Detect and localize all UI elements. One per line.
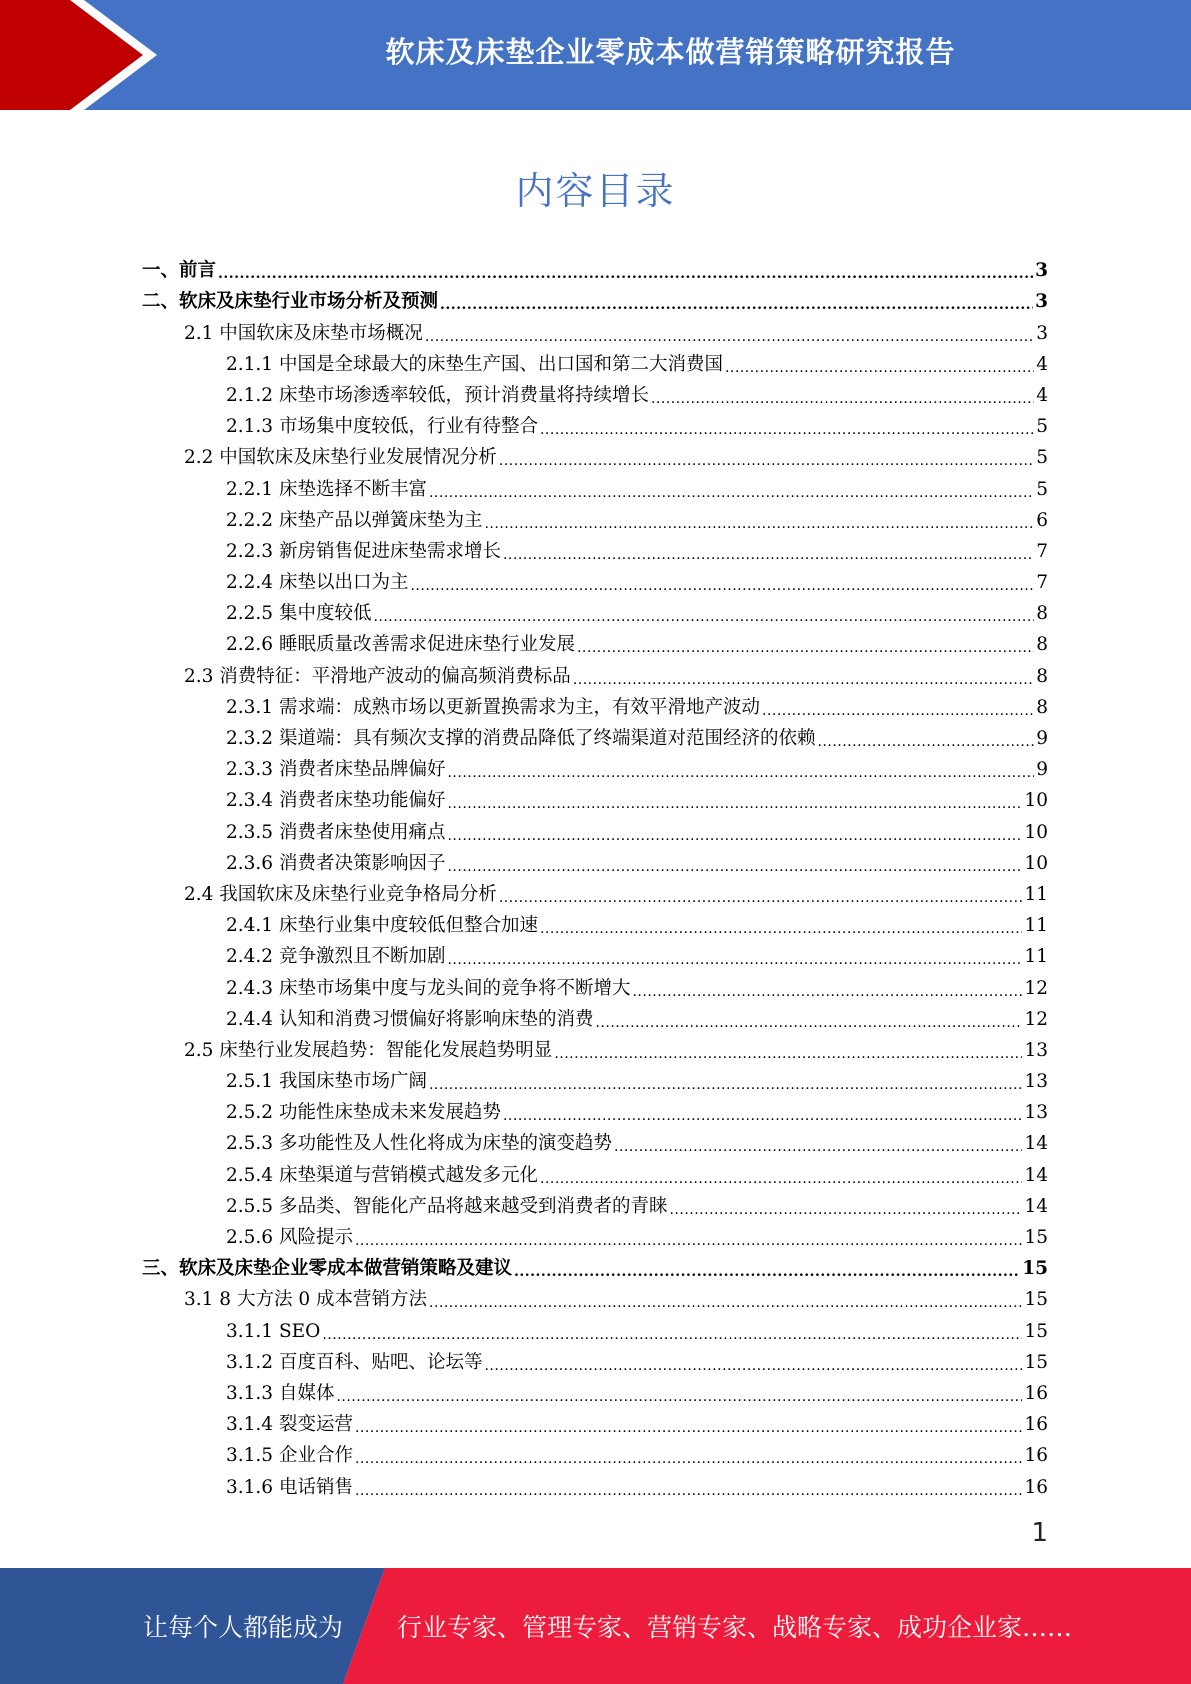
toc-entry-page: 3 (1036, 322, 1048, 344)
toc-entry-page: 14 (1024, 1195, 1048, 1217)
toc-entry-label: 2.4 我国软床及床垫行业竞争格局分析 (184, 883, 497, 905)
toc-leader-dots (447, 765, 1034, 781)
toc-entry-label: 2.3.2 渠道端：具有频次支撑的消费品降低了终端渠道对范围经济的依赖 (226, 728, 816, 749)
toc-leader-dots (499, 890, 1023, 906)
toc-entry[interactable] (142, 597, 1048, 628)
toc-entry[interactable] (142, 1127, 1048, 1158)
toc-entry-label: 2.2.3 新房销售促进床垫需求增长 (226, 540, 501, 562)
toc-entry-page: 15 (1022, 1258, 1048, 1280)
toc-entry-label: 2.2 中国软床及床垫行业发展情况分析 (184, 447, 497, 469)
toc-entry-page: 12 (1024, 977, 1048, 999)
toc-entry-page: 11 (1024, 883, 1048, 905)
toc-leader-dots (554, 1046, 1022, 1062)
toc-entry[interactable] (142, 1470, 1048, 1501)
toc-entry-label: 2.5 床垫行业发展趋势：智能化发展趋势明显 (184, 1039, 553, 1061)
report-title: 软床及床垫企业零成本做营销策略研究报告 (385, 34, 956, 69)
toc-entry-page: 7 (1036, 540, 1048, 562)
toc-entry-page: 8 (1036, 665, 1048, 687)
toc-entry[interactable] (142, 1377, 1048, 1408)
toc-entry-label: 2.1 中国软床及床垫市场概况 (184, 322, 423, 344)
toc-entry-page: 12 (1024, 1008, 1048, 1030)
toc-leader-dots (440, 297, 1033, 313)
toc-entry-label: 2.4.2 竞争激烈且不断加剧 (226, 946, 446, 968)
toc-entry[interactable] (142, 1221, 1048, 1252)
toc-entry-page: 6 (1036, 509, 1048, 531)
toc-entry[interactable] (142, 1439, 1048, 1470)
toc-leader-dots (429, 485, 1034, 501)
toc-leader-dots (355, 1483, 1023, 1499)
toc-entry[interactable] (142, 1065, 1048, 1096)
toc-entry-page: 8 (1036, 696, 1048, 718)
toc-entry-label: 2.3 消费特征：平滑地产波动的偏高频消费标品 (184, 665, 571, 687)
toc-entry[interactable] (142, 1314, 1048, 1345)
toc-entry-label: 三、软床及床垫企业零成本做营销策略及建议 (142, 1258, 513, 1280)
header-band (0, 0, 1191, 110)
toc-entry[interactable] (142, 316, 1048, 347)
toc-entry-label: 2.3.5 消费者床垫使用痛点 (226, 821, 446, 843)
toc-entry-page: 5 (1036, 416, 1048, 438)
toc-entry-label: 2.4.4 认知和消费习惯偏好将影响床垫的消费 (226, 1008, 594, 1030)
footer-slogan-left: 让每个人都能成为 (143, 1613, 344, 1642)
toc-entry-label: 3.1 8 大方法 0 成本营销方法 (184, 1289, 427, 1311)
toc-entry-page: 11 (1024, 915, 1048, 937)
toc-leader-dots (429, 1077, 1022, 1093)
toc-leader-dots (218, 266, 1033, 282)
toc-entry-label: 2.4.3 床垫市场集中度与龙头间的竞争将不断增大 (226, 977, 631, 999)
toc-leader-dots (762, 703, 1034, 719)
toc-entry[interactable] (142, 628, 1048, 659)
toc-entry[interactable] (142, 535, 1048, 566)
chevron-arrow-icon (0, 0, 160, 110)
toc-entry-label: 3.1.6 电话销售 (226, 1476, 353, 1498)
toc-entry[interactable] (142, 878, 1048, 909)
toc-leader-dots (355, 1420, 1023, 1436)
toc-heading: 内容目录 (515, 169, 676, 213)
toc-entry-page: 8 (1036, 634, 1048, 656)
toc-leader-dots (447, 796, 1022, 812)
footer-slogan-right: 行业专家、管理专家、营销专家、战略专家、成功企业家…… (397, 1613, 1073, 1642)
toc-entry[interactable] (142, 940, 1048, 971)
toc-entry[interactable] (142, 254, 1048, 285)
toc-entry-page: 13 (1024, 1039, 1048, 1061)
toc-entry[interactable] (142, 847, 1048, 878)
toc-entry-page: 16 (1024, 1382, 1048, 1404)
toc-entry-page: 15 (1024, 1289, 1048, 1311)
toc-leader-dots (322, 1327, 1022, 1343)
toc-entry[interactable] (142, 909, 1048, 940)
toc-entry-page: 16 (1024, 1476, 1048, 1498)
toc-entry-label: 2.5.4 床垫渠道与营销模式越发多元化 (226, 1164, 538, 1186)
toc-entry[interactable] (142, 1346, 1048, 1377)
toc-entry-page: 7 (1036, 572, 1048, 594)
toc-leader-dots (355, 1233, 1023, 1249)
toc-entry-label: 二、软床及床垫行业市场分析及预测 (142, 291, 439, 313)
toc-leader-dots (355, 1451, 1023, 1467)
toc-leader-dots (429, 1295, 1022, 1311)
toc-entry[interactable] (142, 1252, 1048, 1283)
toc-leader-dots (484, 516, 1034, 532)
toc-entry-label: 2.1.1 中国是全球最大的床垫生产国、出口国和第二大消费国 (226, 353, 723, 375)
toc-leader-dots (540, 1171, 1022, 1187)
toc-entry[interactable] (142, 1190, 1048, 1221)
toc-entry[interactable] (142, 566, 1048, 597)
toc-entry-label: 2.2.1 床垫选择不断丰富 (226, 478, 427, 500)
toc-entry-page: 3 (1035, 260, 1048, 282)
toc-entry-page: 16 (1024, 1414, 1048, 1436)
toc-entry-page: 5 (1036, 478, 1048, 500)
toc-leader-dots (577, 640, 1034, 656)
toc-entry-label: 2.5.5 多品类、智能化产品将越来越受到消费者的青睐 (226, 1195, 668, 1217)
toc-leader-dots (373, 609, 1034, 625)
toc-leader-dots (632, 984, 1022, 1000)
toc-entry-label: 3.1.5 企业合作 (226, 1445, 353, 1467)
table-of-contents (142, 254, 1048, 1502)
toc-entry-page: 15 (1024, 1320, 1048, 1342)
toc-entry[interactable] (142, 504, 1048, 535)
toc-entry-label: 2.5.6 风险提示 (226, 1227, 353, 1248)
toc-leader-dots (447, 859, 1022, 875)
toc-entry-page: 10 (1024, 821, 1048, 843)
toc-entry-page: 13 (1024, 1071, 1048, 1093)
toc-entry-label: 3.1.2 百度百科、贴吧、论坛等 (226, 1351, 483, 1373)
toc-entry[interactable] (142, 441, 1048, 472)
toc-entry-page: 9 (1036, 759, 1048, 781)
toc-entry[interactable] (142, 410, 1048, 441)
page-number: 1 (1031, 1518, 1048, 1548)
toc-entry-label: 2.5.3 多功能性及人性化将成为床垫的演变趋势 (226, 1133, 612, 1155)
toc-leader-dots (336, 1389, 1022, 1405)
toc-entry-label: 2.5.2 功能性床垫成未来发展趋势 (226, 1102, 501, 1124)
toc-entry[interactable] (142, 691, 1048, 722)
toc-entry-page: 10 (1024, 790, 1048, 812)
toc-entry-label: 2.3.1 需求端：成熟市场以更新置换需求为主，有效平滑地产波动 (226, 696, 760, 718)
toc-leader-dots (503, 1108, 1022, 1124)
toc-leader-dots (425, 329, 1034, 345)
toc-entry[interactable] (142, 971, 1048, 1002)
toc-entry-page: 15 (1024, 1351, 1048, 1373)
toc-leader-dots (514, 1264, 1020, 1280)
toc-entry-page: 15 (1024, 1227, 1048, 1248)
toc-entry[interactable] (142, 753, 1048, 784)
toc-leader-dots (447, 828, 1022, 844)
toc-leader-dots (499, 453, 1034, 469)
toc-entry-label: 2.2.4 床垫以出口为主 (226, 572, 409, 594)
toc-entry-label: 2.3.6 消费者决策影响因子 (226, 852, 446, 874)
toc-entry-page: 5 (1036, 447, 1048, 469)
toc-entry-page: 8 (1036, 603, 1048, 625)
toc-entry-page: 9 (1036, 728, 1048, 749)
toc-entry-label: 2.2.5 集中度较低 (226, 603, 372, 625)
toc-entry-page: 14 (1024, 1133, 1048, 1155)
toc-leader-dots (595, 1015, 1022, 1031)
toc-entry[interactable] (142, 379, 1048, 410)
toc-entry-label: 2.1.3 市场集中度较低，行业有待整合 (226, 416, 538, 438)
toc-entry-label: 2.3.3 消费者床垫品牌偏好 (226, 759, 446, 781)
toc-entry-label: 2.2.2 床垫产品以弹簧床垫为主 (226, 509, 483, 531)
toc-entry-page: 11 (1024, 946, 1048, 968)
toc-leader-dots (447, 952, 1022, 968)
toc-entry[interactable] (142, 348, 1048, 379)
toc-leader-dots (484, 1358, 1022, 1374)
toc-entry-label: 3.1.1 SEO (226, 1320, 321, 1342)
toc-leader-dots (540, 422, 1034, 438)
toc-entry-label: 2.3.4 消费者床垫功能偏好 (226, 790, 446, 812)
toc-entry-page: 3 (1035, 291, 1048, 313)
toc-entry[interactable] (142, 1003, 1048, 1034)
toc-entry-label: 3.1.4 裂变运营 (226, 1414, 353, 1436)
toc-entry[interactable] (142, 285, 1048, 316)
toc-entry-label: 2.4.1 床垫行业集中度较低但整合加速 (226, 915, 538, 937)
toc-entry[interactable] (142, 472, 1048, 503)
toc-entry[interactable] (142, 1408, 1048, 1439)
toc-leader-dots (651, 391, 1034, 407)
toc-entry[interactable] (142, 722, 1048, 753)
toc-entry-label: 2.1.2 床垫市场渗透率较低，预计消费量将持续增长 (226, 384, 649, 406)
toc-entry-label: 一、前言 (142, 260, 217, 282)
toc-leader-dots (540, 921, 1022, 937)
toc-entry[interactable] (142, 1283, 1048, 1314)
toc-entry[interactable] (142, 784, 1048, 815)
toc-entry[interactable] (142, 815, 1048, 846)
toc-entry-page: 13 (1024, 1102, 1048, 1124)
toc-leader-dots (614, 1139, 1022, 1155)
footer-band (0, 1568, 1191, 1684)
toc-leader-dots (573, 672, 1034, 688)
toc-entry-page: 14 (1024, 1164, 1048, 1186)
toc-entry-label: 3.1.3 自媒体 (226, 1382, 335, 1404)
toc-leader-dots (503, 547, 1034, 563)
toc-entry[interactable] (142, 1158, 1048, 1189)
toc-entry-page: 4 (1036, 384, 1048, 406)
toc-entry-page: 10 (1024, 852, 1048, 874)
toc-entry-page: 4 (1036, 353, 1048, 375)
toc-leader-dots (410, 578, 1034, 594)
toc-leader-dots (725, 360, 1034, 376)
toc-entry-label: 2.5.1 我国床垫市场广阔 (226, 1071, 427, 1093)
toc-entry-label: 2.2.6 睡眠质量改善需求促进床垫行业发展 (226, 634, 575, 656)
toc-entry[interactable] (142, 659, 1048, 690)
toc-entry[interactable] (142, 1096, 1048, 1127)
toc-leader-dots (817, 734, 1034, 750)
toc-entry[interactable] (142, 1034, 1048, 1065)
toc-leader-dots (669, 1202, 1022, 1218)
toc-entry-page: 16 (1024, 1445, 1048, 1467)
